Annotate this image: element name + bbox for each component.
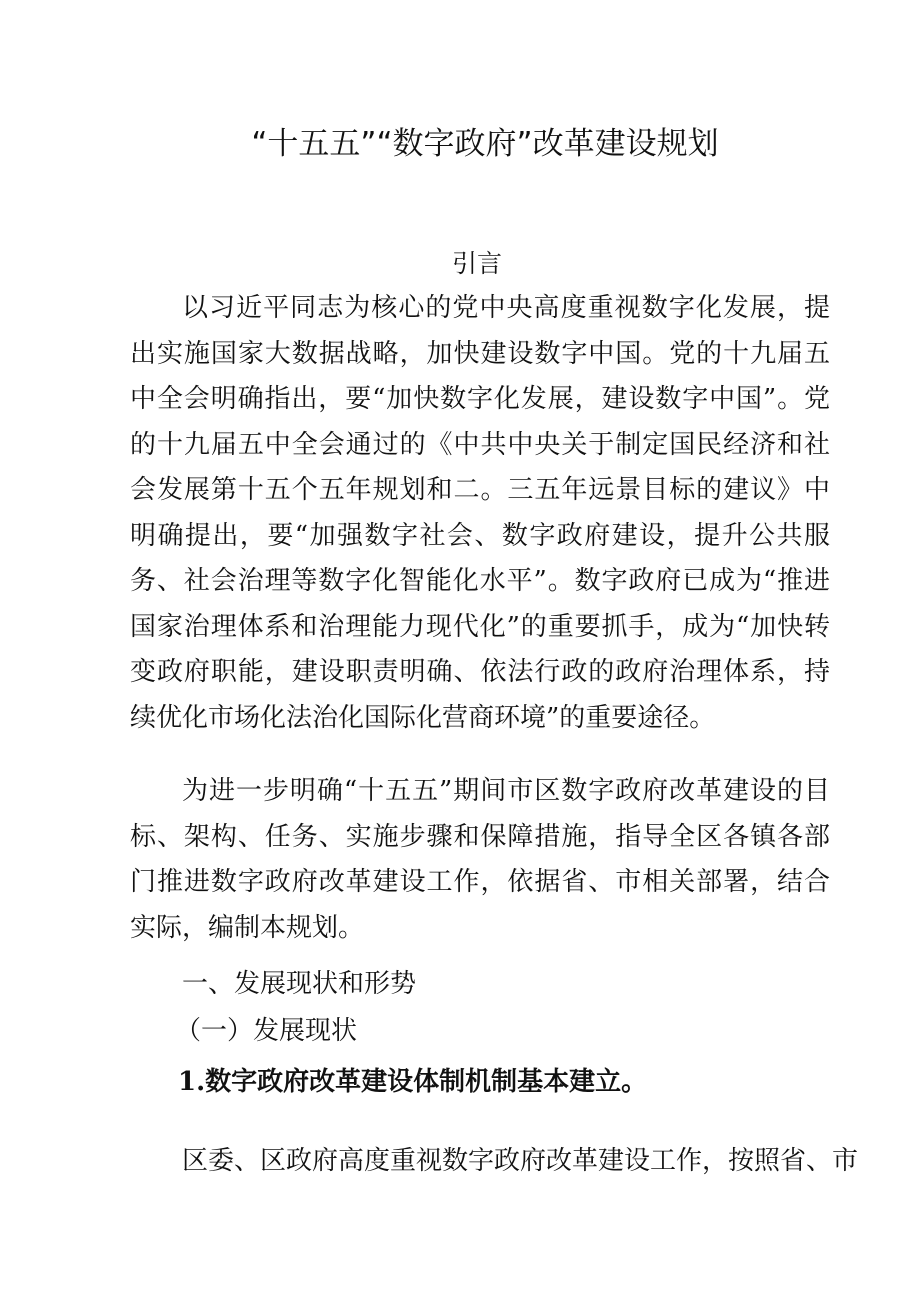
document-title: “十五五”“数字政府”改革建设规划 [251, 126, 719, 162]
intro-heading: 引言 [451, 249, 502, 278]
intro-paragraph-1: 以习近平同志为核心的党中央高度重视数字化发展，提出实施国家大数据战略，加快建设数字中国。党的十九届五中全会明确指出，要“加快数字化发展，建设数字中国”。党的十九届五中全会通过的《中共中央关于制定国民经济和社会发展第十五个五年规划和二。三五年远景目标的建议》中明确提出，要“加强数字社会、数字政府建设，提升公共服务、社会治理等数字化智能化水平”。数字政府已成为“推进国家治理体系和治理能力现代化”的重要抓手，成为“加快转变政府职能，建设职责明确、依法行政的政府治理体系，持续优化市场化法治化国际化营商环境”的重要途径。 [130, 293, 830, 733]
intro-paragraph-2: 为进一步明确“十五五”期间市区数字政府改革建设的目标、架构、任务、实施步骤和保障措施，指导全区各镇各部门推进数字政府改革建设工作，依据省、市相关部署，结合实际，编制本规划。 [130, 776, 830, 943]
item-heading: 1.数字政府改革建设体制机制基本建立。 [178, 1067, 648, 1097]
item-paragraph: 区委、区政府高度重视数字政府改革建设工作，按照省、市 [182, 1146, 859, 1176]
section-heading: 一、发展现状和形势 [182, 969, 417, 999]
subsection-heading: （一）发展现状 [175, 1016, 358, 1046]
